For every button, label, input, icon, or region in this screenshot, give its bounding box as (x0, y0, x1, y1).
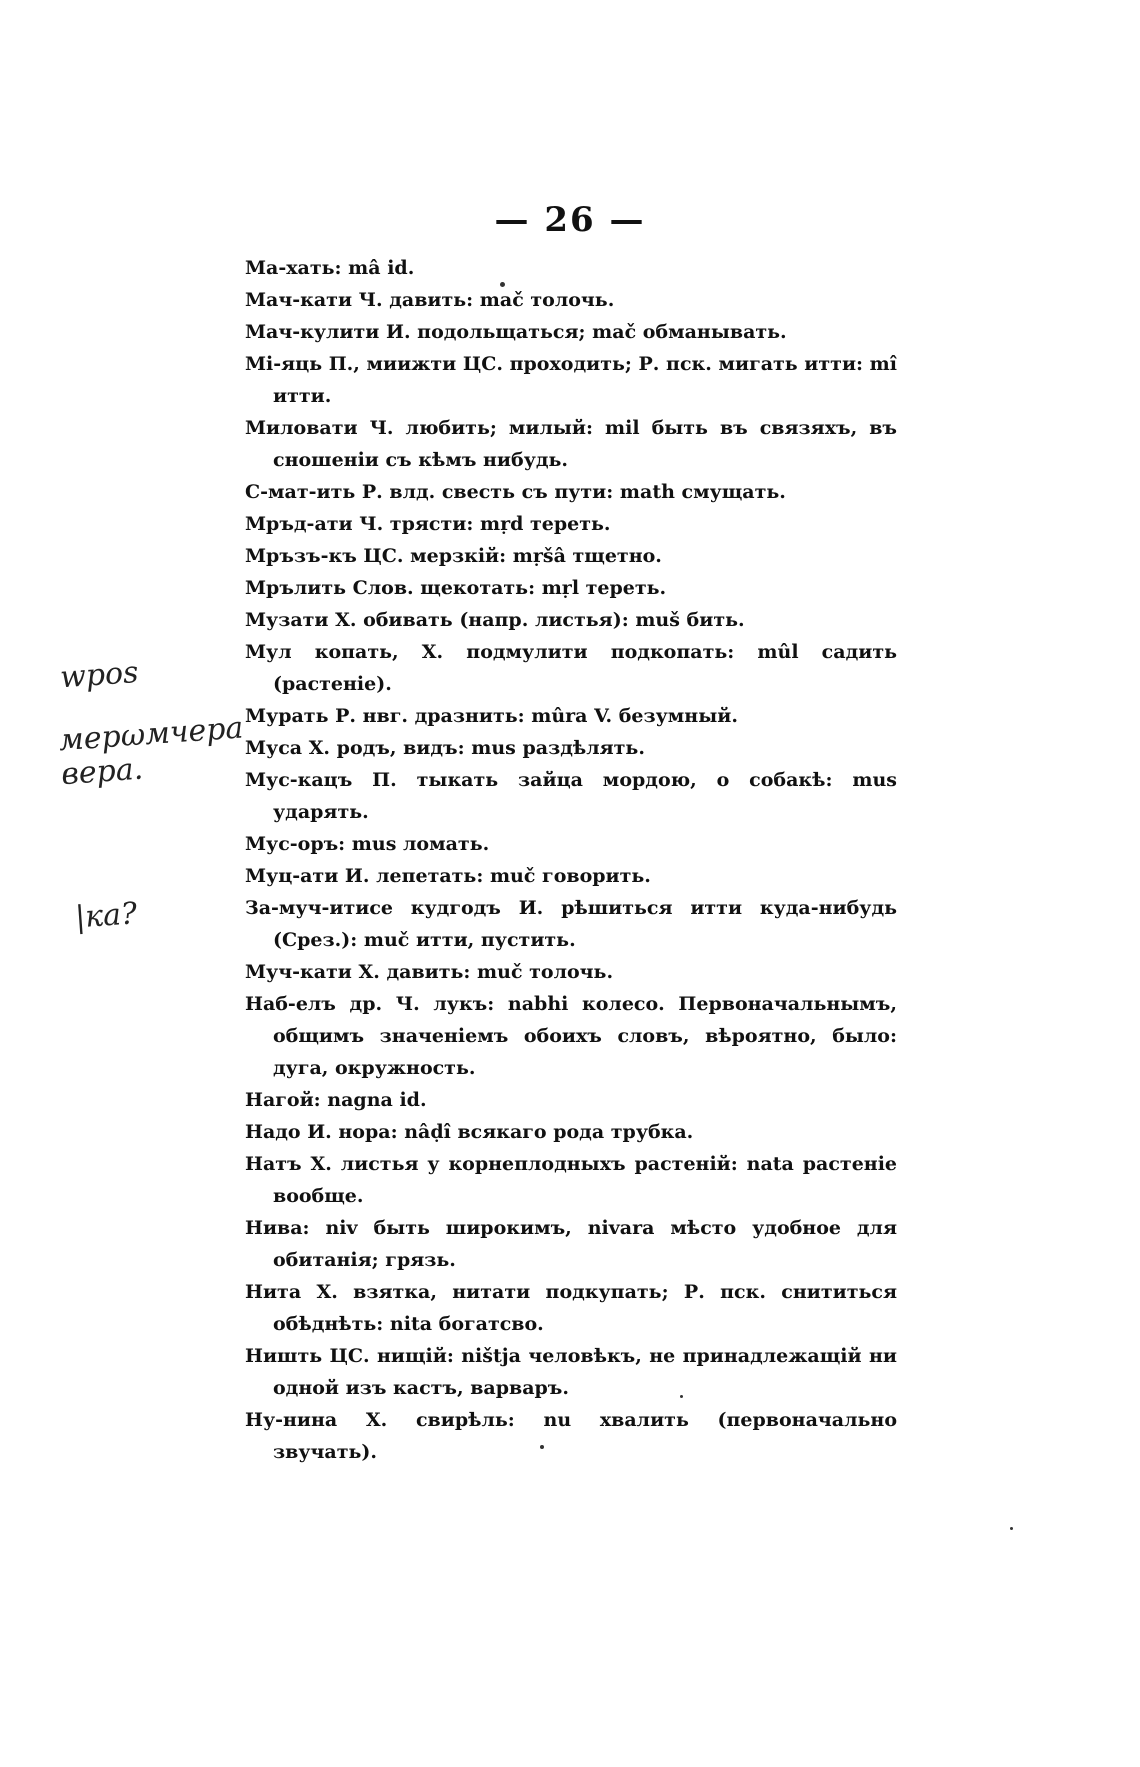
ink-speck (500, 282, 505, 287)
handwritten-note-2: мерωмчера вера. (57, 710, 245, 793)
ink-speck (1010, 1527, 1013, 1530)
list-item: Нагой: nagna id. (245, 1089, 427, 1111)
ink-speck (680, 1395, 683, 1398)
list-item: Ну-нина Х. свирѣль: nu хвалить (первоначально звучать). (245, 1409, 897, 1463)
list-item: С-мат-ить Р. влд. свесть съ пути: math смущать. (245, 481, 786, 503)
list-item: Мул копать, Х. подмулити подкопать: mûl садить (растеніе). (245, 641, 897, 695)
handwritten-note-3: |ка? (73, 896, 139, 936)
list-item: Ништь ЦС. нищій: ništja человѣкъ, не принадлежащій ни одной изъ кастъ, варваръ. (245, 1345, 897, 1399)
list-item: Миловати Ч. любить; милый: mil быть въ связяхъ, въ сношеніи съ кѣмъ нибудь. (245, 417, 897, 471)
list-item: Мръд-ати Ч. трясти: mṛd тереть. (245, 513, 611, 535)
list-item: Мус-оръ: mus ломать. (245, 833, 490, 855)
list-item: Мус-кацъ П. тыкать зайца мордою, о собакѣ: mus ударять. (245, 769, 897, 823)
list-item: Мі-яць П., миижти ЦС. проходить; Р. пск. мигать итти: mî итти. (245, 353, 897, 407)
list-item: Мръзъ-къ ЦС. мерзкій: mṛšâ тщетно. (245, 545, 662, 567)
list-item: Муса Х. родъ, видъ: mus раздѣлять. (245, 737, 645, 759)
list-item: Мач-кулити И. подольщаться; mač обманывать. (245, 321, 787, 343)
list-item: Нита Х. взятка, нитати подкупать; Р. пск. снититься обѣднѣть: nita богатсво. (245, 1281, 897, 1335)
list-item: Надо И. нора: nâḍî всякаго рода трубка. (245, 1121, 694, 1143)
list-item: Нива: niv быть широкимъ, nivara мѣсто удобное для обитанія; грязь. (245, 1217, 897, 1271)
ink-speck (540, 1445, 544, 1449)
dictionary-entries (245, 252, 897, 1468)
handwritten-note-1: wpos (58, 655, 140, 696)
list-item: Ма-хать: mâ id. (245, 257, 415, 279)
list-item: Наб-елъ др. Ч. лукъ: nabhi колесо. Первоначальнымъ, общимъ значеніемъ обоихъ словъ, вѣроятно, было: дуга, окружность. (245, 993, 897, 1079)
list-item: Мурать Р. нвг. дразнить: mûra V. безумный. (245, 705, 738, 727)
list-item: За-муч-итисе кудгодъ И. рѣшиться итти куда-нибудь (Срез.): muč итти, пустить. (245, 897, 897, 951)
list-item: Натъ Х. листья у корнеплодныхъ растеній: nata растеніе вообще. (245, 1153, 897, 1207)
list-item: Музати Х. обивать (напр. листья): muš бить. (245, 609, 745, 631)
list-item: Мач-кати Ч. давить: mač толочь. (245, 289, 615, 311)
list-item: Муц-ати И. лепетать: muč говорить. (245, 865, 651, 887)
list-item: Муч-кати Х. давить: muč толочь. (245, 961, 614, 983)
page-number: — 26 — (494, 200, 646, 240)
list-item: Мрълить Слов. щекотать: mṛl тереть. (245, 577, 667, 599)
